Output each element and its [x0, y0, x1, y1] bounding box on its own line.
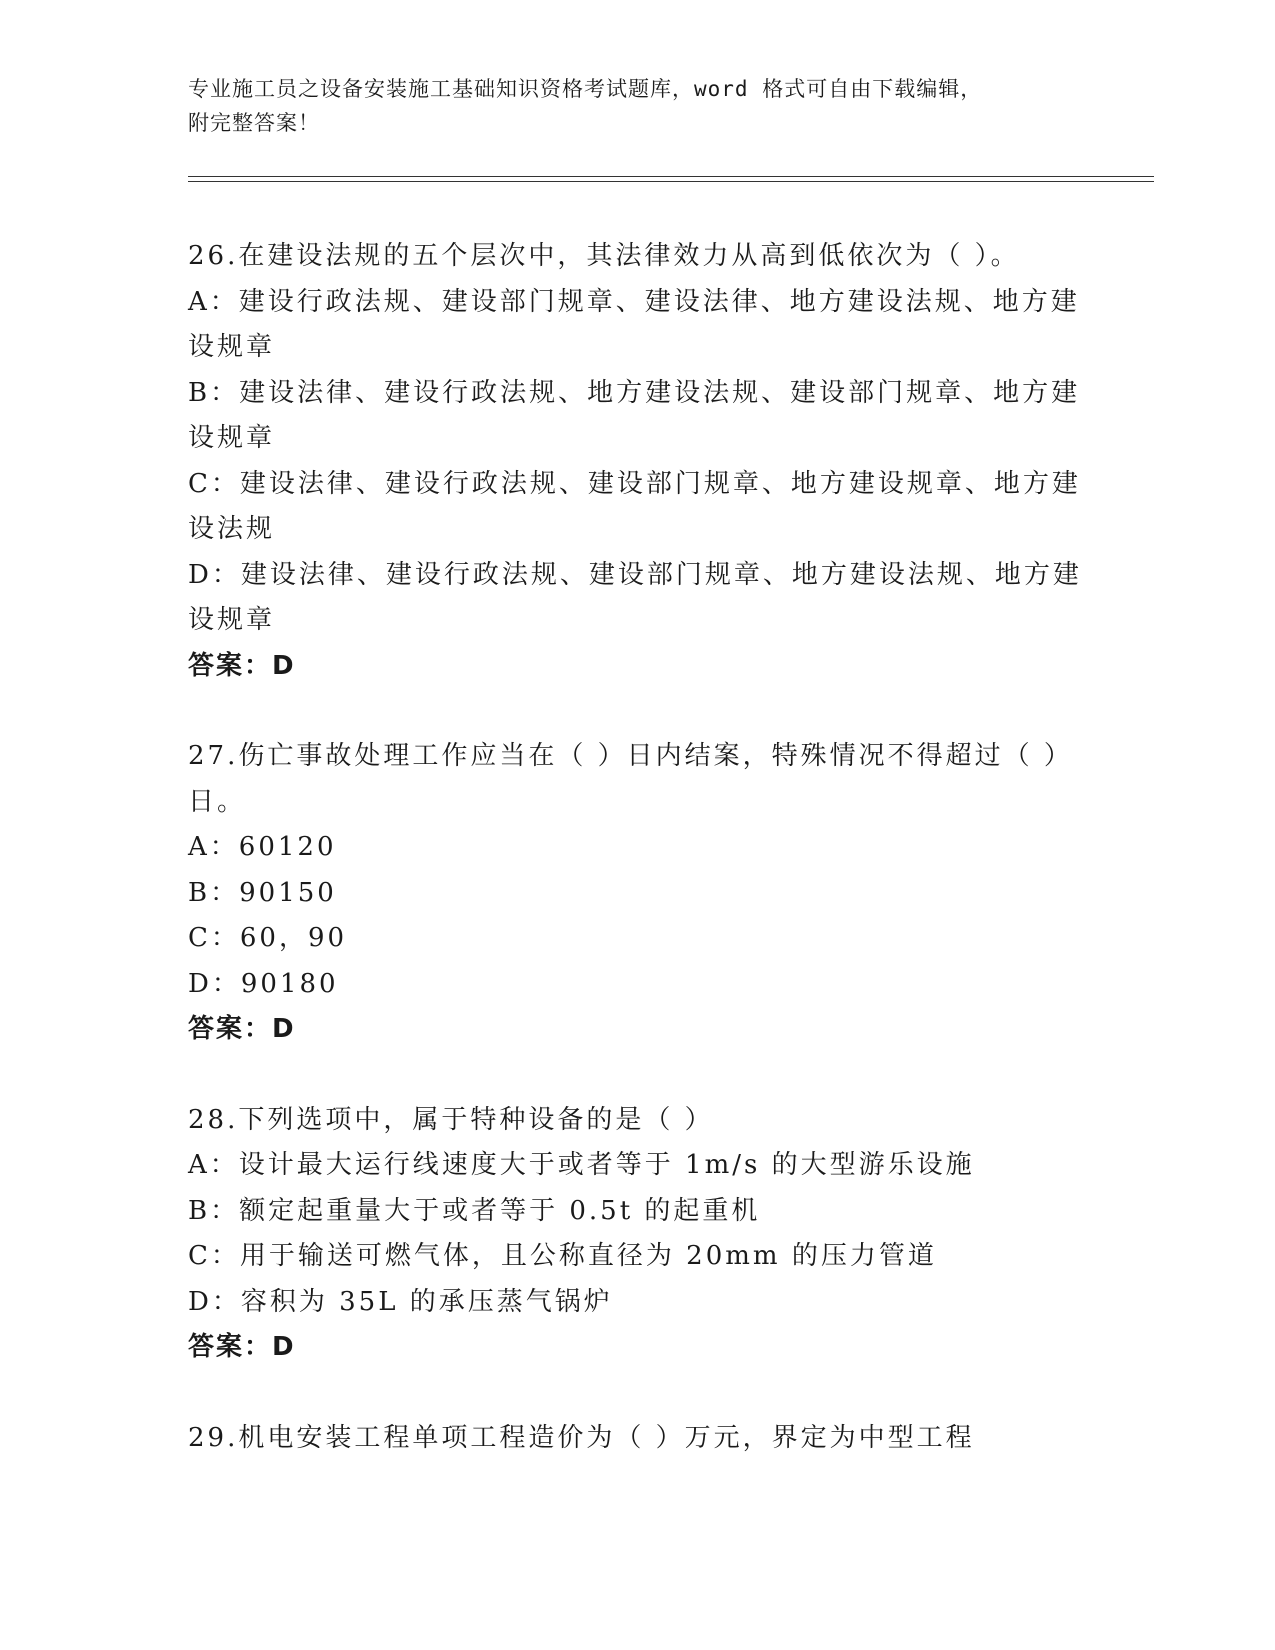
- header-rule-bottom: [188, 181, 1154, 182]
- question-29: [188, 1416, 1088, 1462]
- option-d: D：90180: [188, 968, 339, 999]
- option-c: C：用于输送可燃气体，且公称直径为 20mm 的压力管道: [188, 1241, 937, 1271]
- option-d: D：容积为 35L 的承压蒸气锅炉: [188, 1286, 613, 1317]
- question-text: 26.在建设法规的五个层次中，其法律效力从高到低依次为（ ）。: [188, 241, 1020, 271]
- header-rule-top: [188, 176, 1154, 177]
- option-a: A：建设行政法规、建设部门规章、建设法律、地方建设法规、地方建设规章: [188, 286, 1080, 362]
- question-text: 27.伤亡事故处理工作应当在（ ）日内结案，特殊情况不得超过（ ）日。: [188, 741, 1073, 817]
- option-c: C：建设法律、建设行政法规、建设部门规章、地方建设规章、地方建设法规: [188, 468, 1081, 544]
- option-b: B：90150: [188, 877, 337, 908]
- spacer: [188, 689, 1088, 734]
- question-27: [188, 734, 1088, 1053]
- header-line-1: 专业施工员之设备安装施工基础知识资格考试题库，word 格式可自由下载编辑，: [188, 77, 983, 101]
- question-text: 29.机电安装工程单项工程造价为（ ）万元，界定为中型工程: [188, 1422, 975, 1453]
- option-a: A：设计最大运行线速度大于或者等于 1m/s 的大型游乐设施: [188, 1150, 975, 1180]
- option-d: D：建设法律、建设行政法规、建设部门规章、地方建设法规、地方建设规章: [188, 559, 1082, 635]
- question-28: [188, 1098, 1088, 1371]
- answer: 答案：D: [188, 1332, 296, 1362]
- document-header: [188, 72, 1068, 140]
- spacer: [188, 1371, 1088, 1416]
- answer: 答案：D: [188, 650, 296, 681]
- option-b: B：额定起重量大于或者等于 0.5t 的起重机: [188, 1195, 761, 1226]
- question-list: [188, 234, 1088, 1461]
- option-c: C：60，90: [188, 923, 348, 953]
- answer: 答案：D: [188, 1014, 296, 1044]
- option-b: B：建设法律、建设行政法规、地方建设法规、建设部门规章、地方建设规章: [188, 377, 1081, 453]
- question-text: 28.下列选项中，属于特种设备的是（ ）: [188, 1104, 714, 1135]
- header-line-2: 附完整答案！: [188, 111, 320, 135]
- question-26: [188, 234, 1088, 689]
- option-a: A：60120: [188, 832, 337, 862]
- spacer: [188, 1053, 1088, 1098]
